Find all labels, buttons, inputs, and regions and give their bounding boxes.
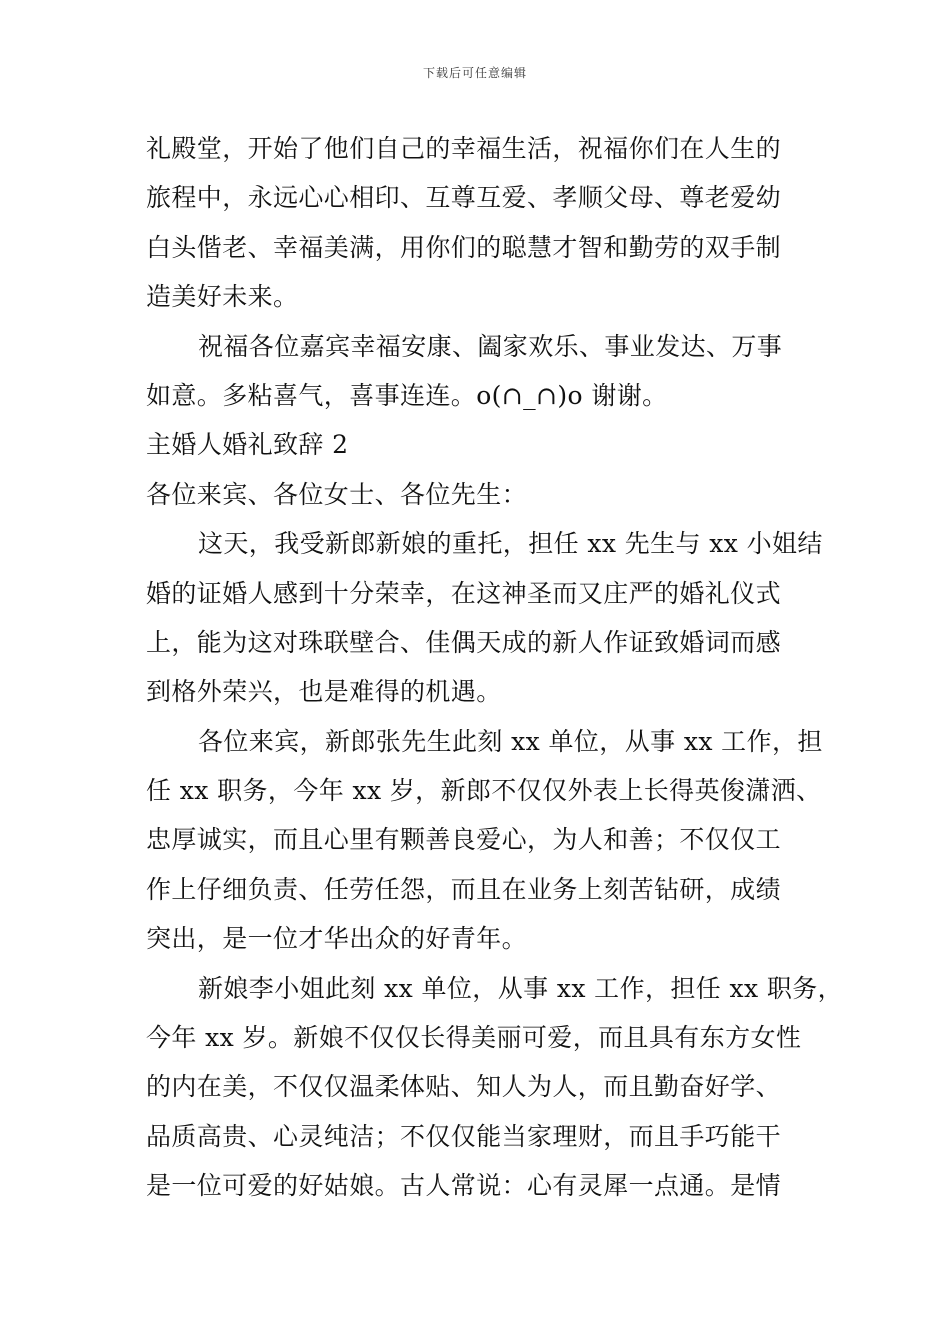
paragraph-start-line: 祝福各位嘉宾幸福安康、阖家欢乐、事业发达、万事 [198,331,783,361]
document-body [146,124,844,1211]
text-line: 上，能为这对珠联壁合、佳偶天成的新人作证致婚词而感 [146,627,782,657]
text-line: 的内在美，不仅仅温柔体贴、知人为人，而且勤奋好学、 [146,1072,782,1102]
section-title: 主婚人婚礼致辞 2 [146,430,349,460]
text-line: 如意。多粘喜气，喜事连连。o(∩_∩)o 谢谢。 [146,380,668,410]
paragraph-start-line: 新娘李小姐此刻 xx 单位，从事 xx 工作，担任 xx 职务， [198,973,844,1003]
page-header: 下载后可任意编辑 [422,66,527,80]
paragraph-start-line: 各位来宾，新郎张先生此刻 xx 单位，从事 xx 工作，担 [198,726,823,756]
text-line: 品质高贵、心灵纯洁；不仅仅能当家理财，而且手巧能干 [146,1121,782,1151]
text-line: 婚的证婚人感到十分荣幸，在这神圣而又庄严的婚礼仪式 [146,578,782,608]
salutation: 各位来宾、各位女士、各位先生： [146,479,528,509]
text-line: 造美好未来。 [146,282,299,312]
text-line: 突出，是一位才华出众的好青年。 [146,924,528,954]
paragraph-start-line: 这天，我受新郎新娘的重托，担任 xx 先生与 xx 小姐结 [198,529,823,559]
text-line: 是一位可爱的好姑娘。古人常说：心有灵犀一点通。是情 [146,1171,782,1201]
text-line: 今年 xx 岁。新娘不仅仅长得美丽可爱，而且具有东方女性 [146,1023,802,1053]
text-line: 到格外荣兴，也是难得的机遇。 [146,677,502,707]
text-line: 白头偕老、幸福美满，用你们的聪慧才智和勤劳的双手制 [146,232,782,262]
text-line: 旅程中，永远心心相印、互尊互爱、孝顺父母、尊老爱幼 [146,183,782,213]
text-line: 礼殿堂，开始了他们自己的幸福生活，祝福你们在人生的 [146,134,782,163]
text-line: 作上仔细负责、任劳任怨，而且在业务上刻苦钻研，成绩 [146,874,782,904]
text-line: 任 xx 职务，今年 xx 岁，新郎不仅仅外表上长得英俊潇洒、 [146,776,822,806]
text-line: 忠厚诚实，而且心里有颗善良爱心，为人和善；不仅仅工 [146,825,782,855]
